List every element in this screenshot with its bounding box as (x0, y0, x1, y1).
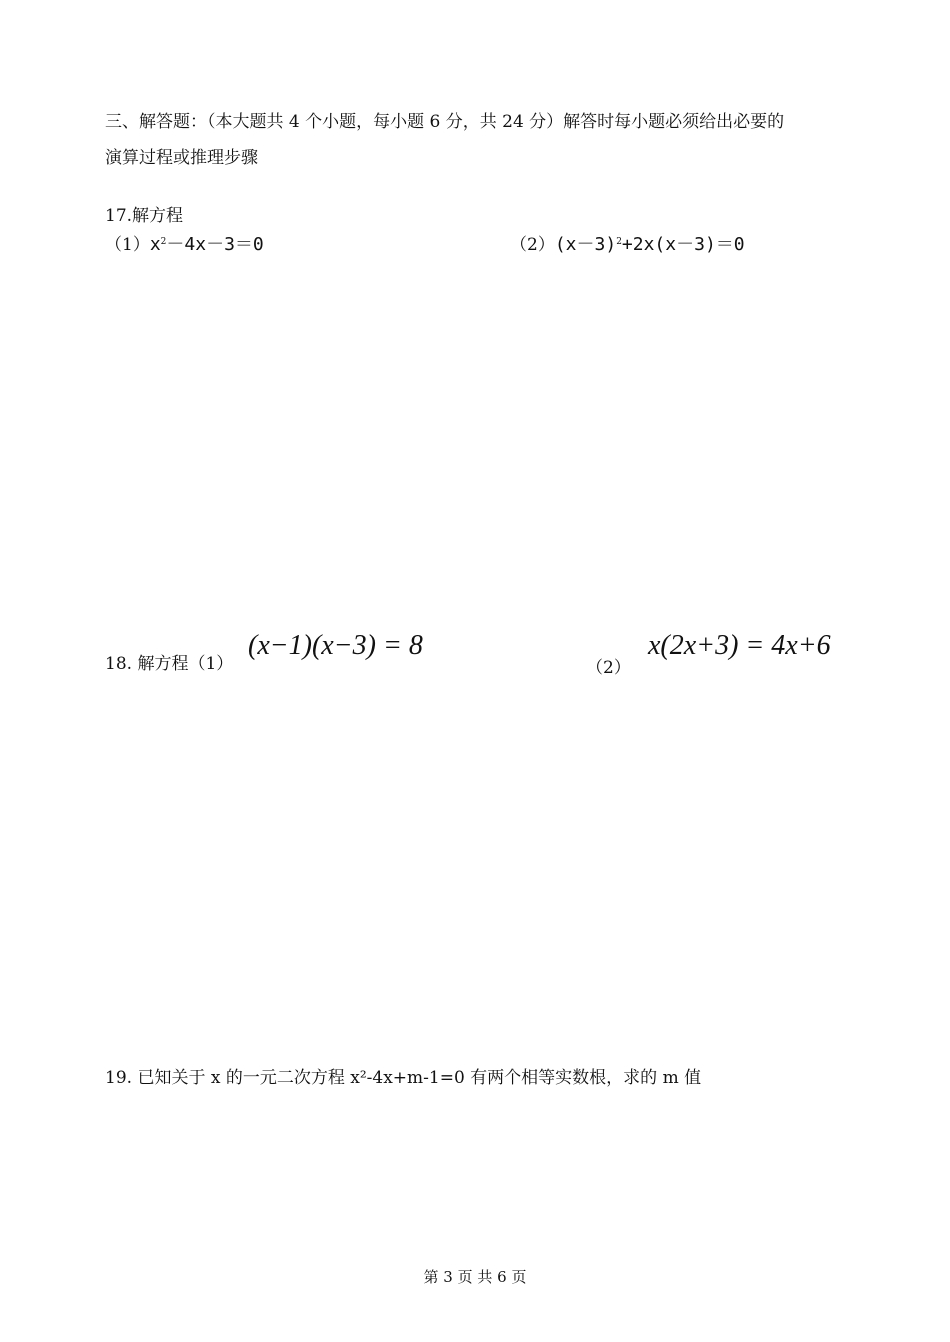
page-footer: 第 3 页 共 6 页 (423, 1268, 527, 1286)
q17-part2 (510, 230, 745, 257)
q17-part2-eq-b: +2x(x－3)＝0 (621, 234, 745, 255)
q17-part1-eq-b: －4x－3＝0 (166, 234, 264, 255)
section-title-line2: 演算过程或推理步骤 (105, 148, 258, 168)
q17-part2-eq-a: (x－3) (554, 234, 617, 255)
q17-part1-eq-a: x (149, 234, 161, 255)
section-title-line1: 三、解答题：（本大题共 4 个小题，每小题 6 分，共 24 分）解答时每小题必须给出必要的 (105, 112, 785, 132)
q17-part1 (105, 230, 264, 257)
q17-part2-exponent: 2 (616, 237, 622, 247)
q18-part1-equation: (x−1)(x−3) = 8 (248, 630, 423, 661)
q17-part1-label: （1） (105, 235, 150, 255)
q17-heading: 17.解方程 (105, 206, 184, 226)
q17-part2-label: （2） (510, 235, 555, 255)
q19-text: 19. 已知关于 x 的一元二次方程 x²-4x+m-1=0 有两个相等实数根，求的 m 值 (105, 1068, 702, 1088)
q18-part2-equation: x(2x+3) = 4x+6 (648, 630, 831, 661)
q18-part2-label: （2） (586, 658, 631, 678)
q17-part1-exponent: 2 (160, 237, 167, 247)
q18-heading: 18. 解方程（1） (105, 654, 234, 674)
